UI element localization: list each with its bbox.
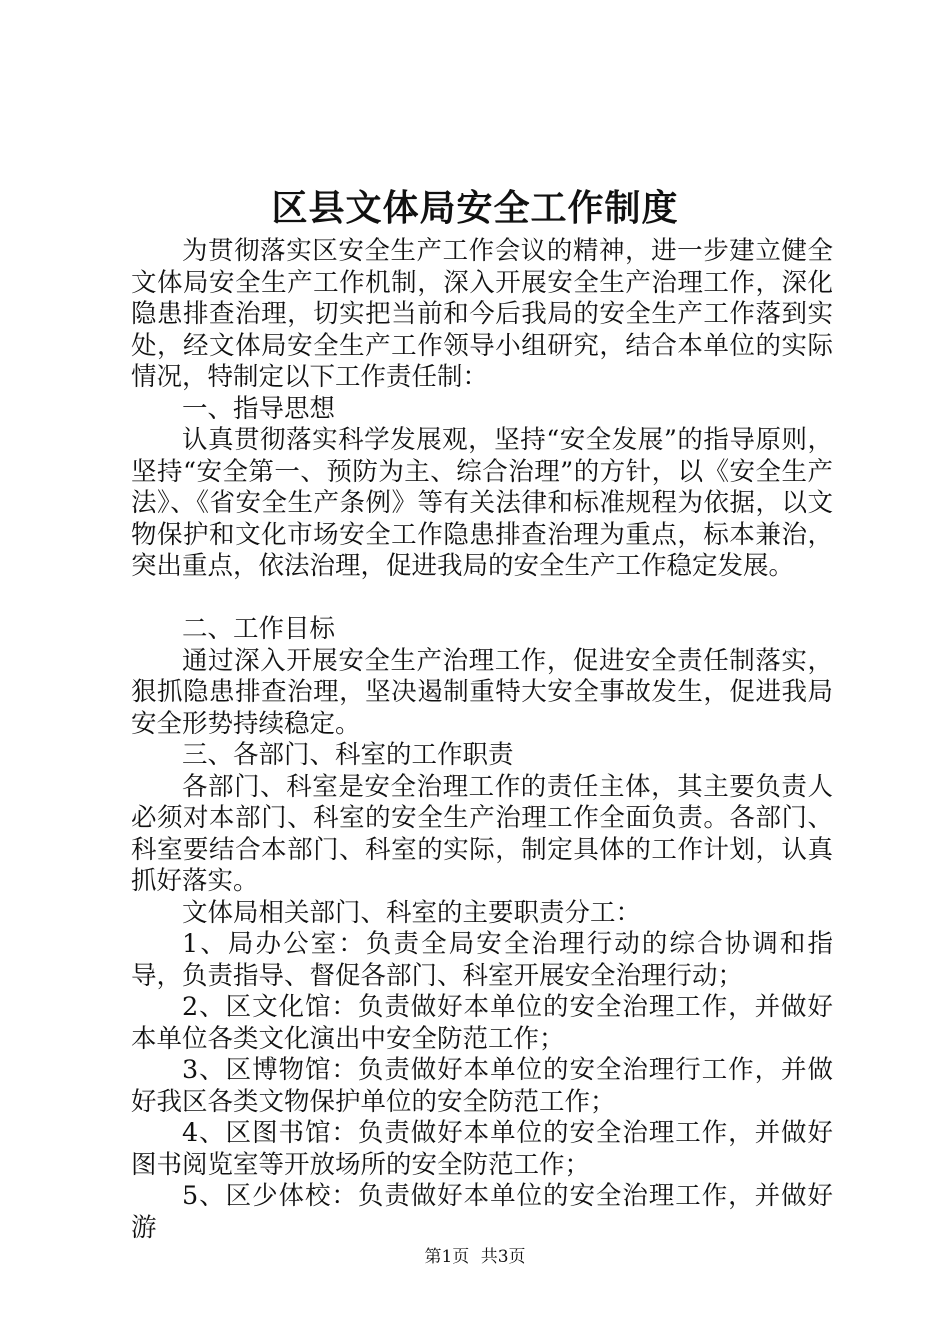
duty-item-museum: 3、区博物馆：负责做好本单位的安全治理行工作，并做好我区各类文物保护单位的安全防范工作； — [131, 1055, 833, 1117]
duty-item-cultural-center: 2、区文化馆：负责做好本单位的安全治理工作，并做好本单位各类文化演出中安全防范工作； — [131, 992, 833, 1054]
section-heading-work-goals: 二、工作目标 — [182, 614, 336, 644]
duty-item-sports-school: 5、区少体校：负责做好本单位的安全治理工作，并做好游 — [131, 1181, 833, 1243]
duty-item-library: 4、区图书馆：负责做好本单位的安全治理工作，并做好图书阅览室等开放场所的安全防范工作； — [131, 1118, 833, 1180]
duty-item-office: 1、局办公室：负责全局安全治理行动的综合协调和指导，负责指导、督促各部门、科室开展安全治理行动； — [131, 929, 833, 991]
page-footer — [0, 1246, 950, 1268]
responsibilities-paragraph: 各部门、科室是安全治理工作的责任主体，其主要负责人必须对本部门、科室的安全生产治理工作全面负责。各部门、科室要结合本部门、科室的实际，制定具体的工作计划，认真抓好落实。 — [131, 771, 833, 896]
document-title: 区县文体局安全工作制度 — [271, 187, 679, 229]
guiding-thought-paragraph: 认真贯彻落实科学发展观，坚持“安全发展”的指导原则，坚持“安全第一、预防为主、综合治理”的方针，以《安全生产法》、《省安全生产条例》等有关法律和标准规程为依据，以文物保护和文化市场安全工作隐患排查治理为重点，标本兼治，突出重点，依法治理，促进我局的安全生产工作稳定发展。 — [131, 425, 833, 581]
intro-paragraph: 为贯彻落实区安全生产工作会议的精神，进一步建立健全文体局安全生产工作机制，深入开展安全生产治理工作，深化隐患排查治理，切实把当前和今后我局的安全生产工作落到实处，经文体局安全生产工作领导小组研究，结合本单位的实际情况，特制定以下工作责任制： — [131, 236, 833, 392]
duty-division-intro: 文体局相关部门、科室的主要职责分工： — [182, 897, 642, 928]
section-heading-guiding-thought: 一、指导思想 — [182, 393, 336, 424]
page-total: 共3页 — [480, 1247, 526, 1267]
work-goals-paragraph: 通过深入开展安全生产治理工作，促进安全责任制落实，狠抓隐患排查治理，坚决遏制重特大安全事故发生，促进我局安全形势持续稳定。 — [131, 645, 833, 739]
section-heading-responsibilities: 三、各部门、科室的工作职责 — [182, 740, 514, 770]
document-body — [131, 236, 833, 1244]
page-number: 第1页 — [424, 1247, 470, 1267]
